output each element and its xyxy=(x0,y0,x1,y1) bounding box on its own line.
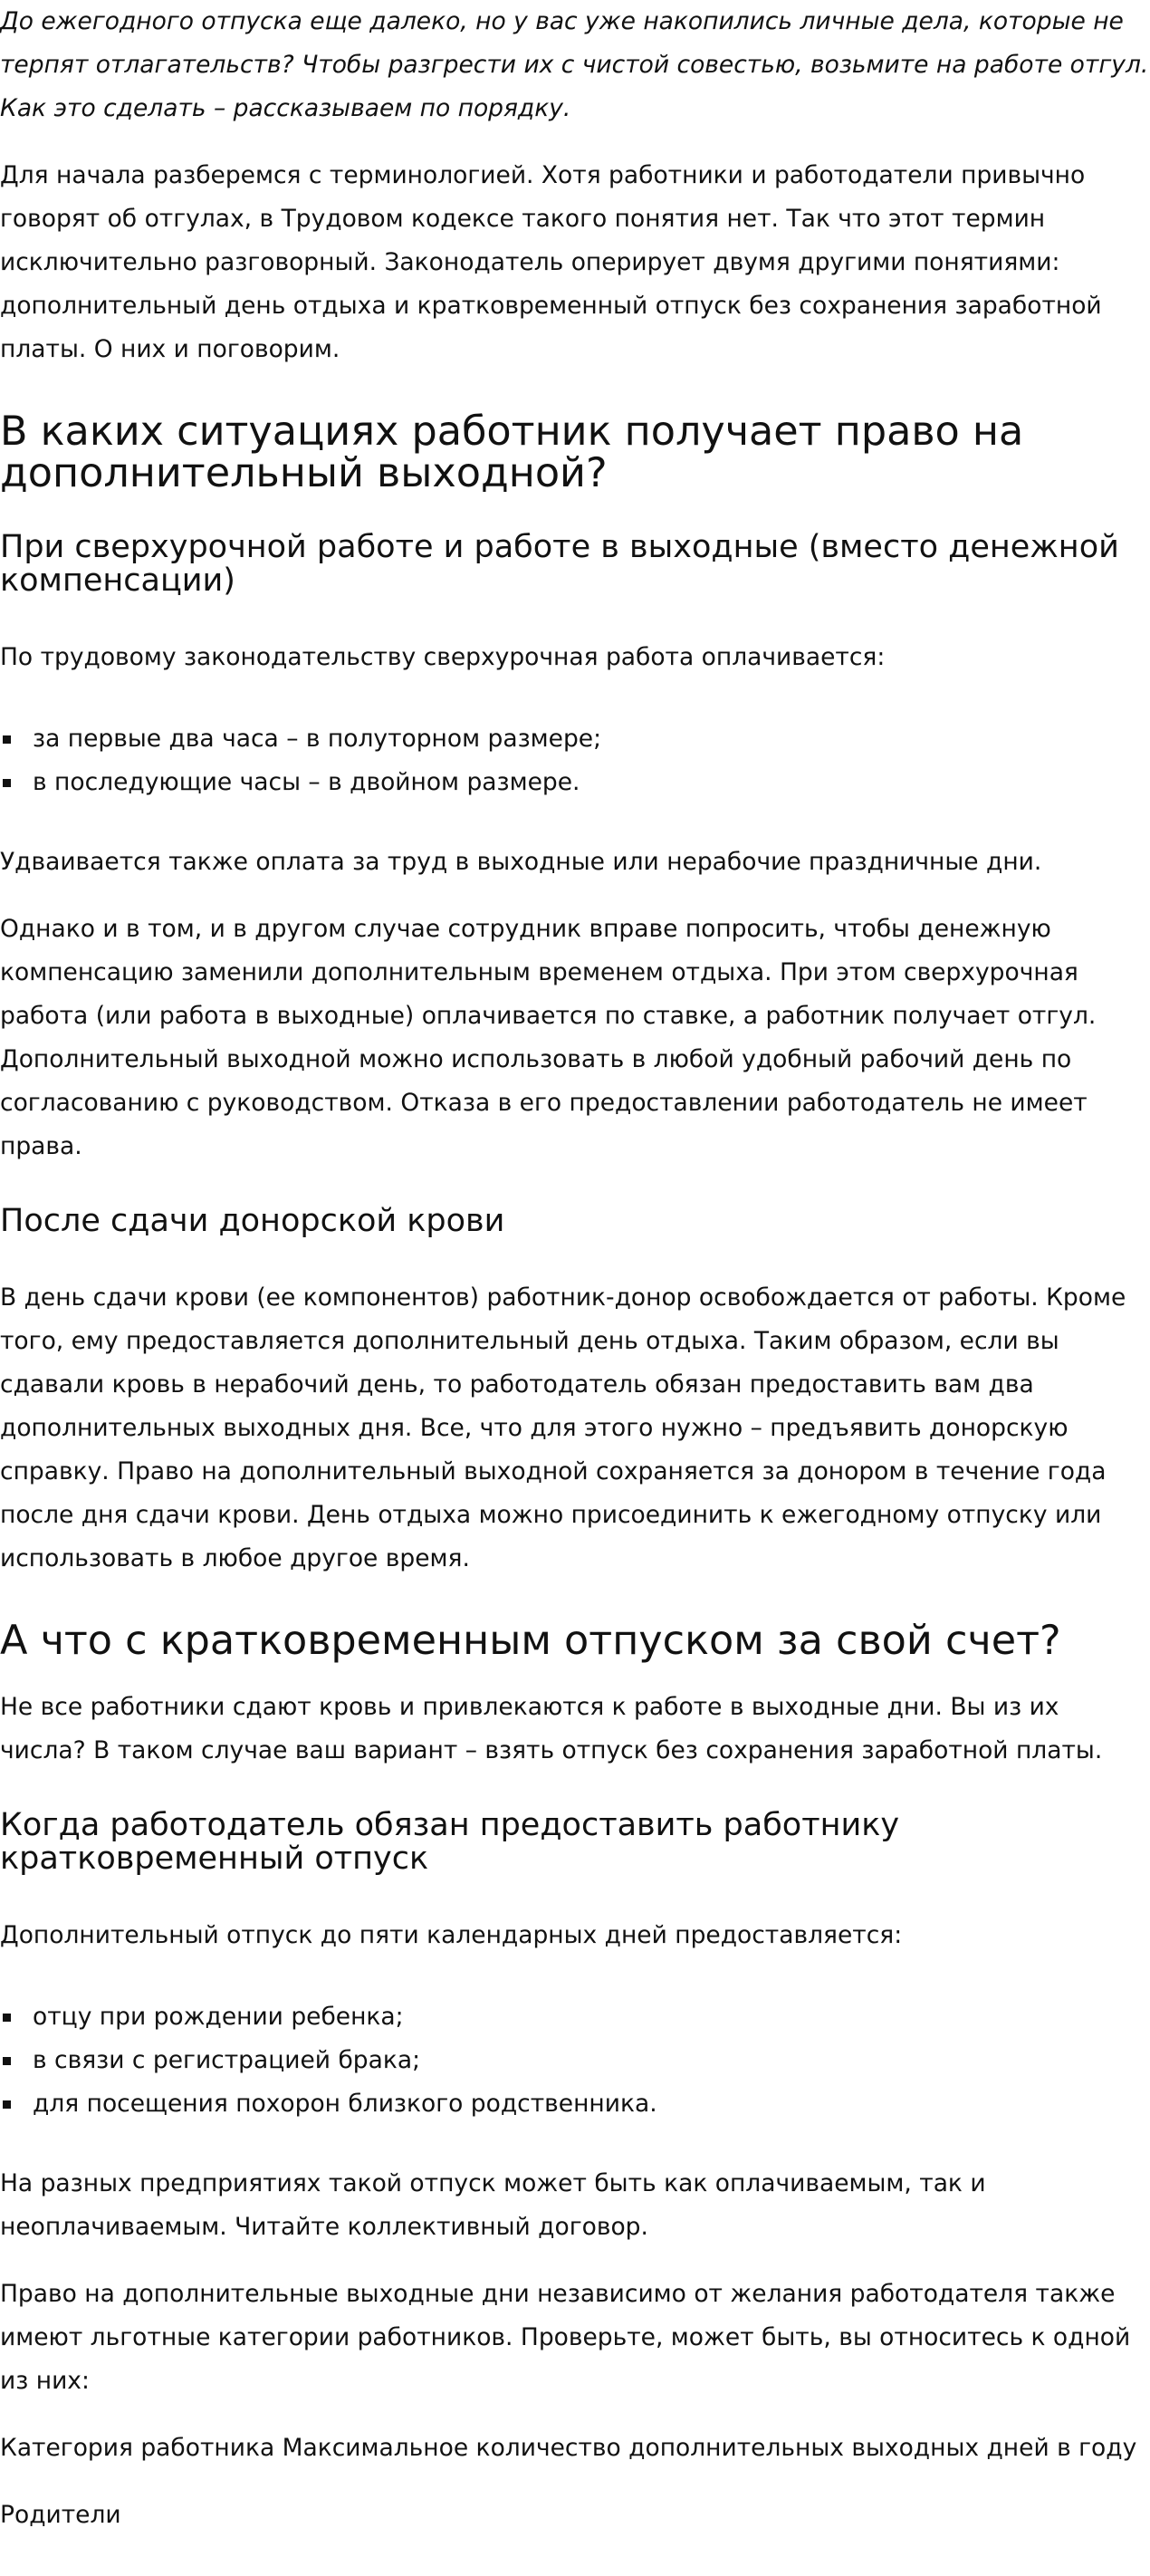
donor-paragraph: В день сдачи крови (ее компонентов) работник-донор освобождается от работы. Кроме того, ему предоставляется дополнительный день отдыха. Таким образом, если вы сдавали кровь в нерабочий день, то работодатель обязан предоставить вам два дополнительных выходных дня. Все, что для этого нужно – предъявить донорскую справку. Право на дополнительный выходной сохраняется за донором в течение года после дня сдачи крови. День отдыха можно присоединить к ежегодному отпуску или использовать в любое другое время. xyxy=(0,1283,1126,1572)
section-heading-short-leave: А что с кратковременным отпуском за свой счет? xyxy=(0,1618,1061,1664)
table-row: Родители xyxy=(0,2501,121,2529)
short-leave-paragraph: Не все работники сдают кровь и привлекаются к работе в выходные дни. Вы из их числа? В таком случае ваш вариант – взять отпуск без сохранения заработной платы. xyxy=(0,1693,1103,1764)
list-item: за первые два часа – в полуторном размере; xyxy=(0,717,1150,761)
list-item: в связи с регистрацией брака; xyxy=(0,2039,1150,2082)
five-days-paragraph: Дополнительный отпуск до пяти календарных дней предоставляется: xyxy=(0,1921,903,1949)
collective-agreement-paragraph: На разных предприятиях такой отпуск может быть как оплачиваемым, так и неоплачиваемым. Читайте коллективный договор. xyxy=(0,2169,986,2241)
subheading-donor: После сдачи донорской крови xyxy=(0,1203,505,1239)
intro-paragraph: До ежегодного отпуска еще далеко, но у вас уже накопились личные дела, которые не терпят отлагательств? Чтобы разгрести их с чистой совестью, возьмите на работе отгул. Как это сделать – рассказываем по порядку. xyxy=(0,7,1149,122)
terminology-paragraph: Для начала разберемся с терминологией. Хотя работники и работодатели привычно говорят об отгулах, в Трудовом кодексе такого понятия нет. Так что этот термин исключительно разговорный. Законодатель оперирует двумя другими понятиями: дополнительный день отдыха и кратковременный отпуск без сохранения заработной платы. О них и поговорим. xyxy=(0,161,1102,363)
overtime-pay-list xyxy=(0,717,1150,804)
section-heading-day-off: В каких ситуациях работник получает право на дополнительный выходной? xyxy=(0,409,1024,496)
five-days-list xyxy=(0,1995,1150,2126)
table-header-row: Категория работника Максимальное количество дополнительных выходных дней в году xyxy=(0,2434,1137,2462)
subheading-overtime: При сверхурочной работе и работе в выходные (вместо денежной компенсации) xyxy=(0,529,1119,599)
list-item: отцу при рождении ребенка; xyxy=(0,1995,1150,2039)
compensation-paragraph: Однако и в том, и в другом случае сотрудник вправе попросить, чтобы денежную компенсацию заменили дополнительным временем отдыха. При этом сверхурочная работа (или работа в выходные) оплачивается по ставке, а работник получает отгул. Дополнительный выходной можно использовать в любой удобный рабочий день по согласованию с руководством. Отказа в его предоставлении работодатель не имеет права. xyxy=(0,915,1097,1160)
overtime-paragraph: По трудовому законодательству сверхурочная работа оплачивается: xyxy=(0,643,886,671)
privileged-categories-paragraph: Право на дополнительные выходные дни независимо от желания работодателя также имеют льготные категории работников. Проверьте, может быть, вы относитесь к одной из них: xyxy=(0,2280,1131,2395)
subheading-employer-obliged: Когда работодатель обязан предоставить работнику кратковременный отпуск xyxy=(0,1807,900,1877)
double-pay-paragraph: Удваивается также оплата за труд в выходные или нерабочие праздничные дни. xyxy=(0,848,1042,876)
list-item: в последующие часы – в двойном размере. xyxy=(0,761,1150,804)
list-item: для посещения похорон близкого родственника. xyxy=(0,2082,1150,2126)
